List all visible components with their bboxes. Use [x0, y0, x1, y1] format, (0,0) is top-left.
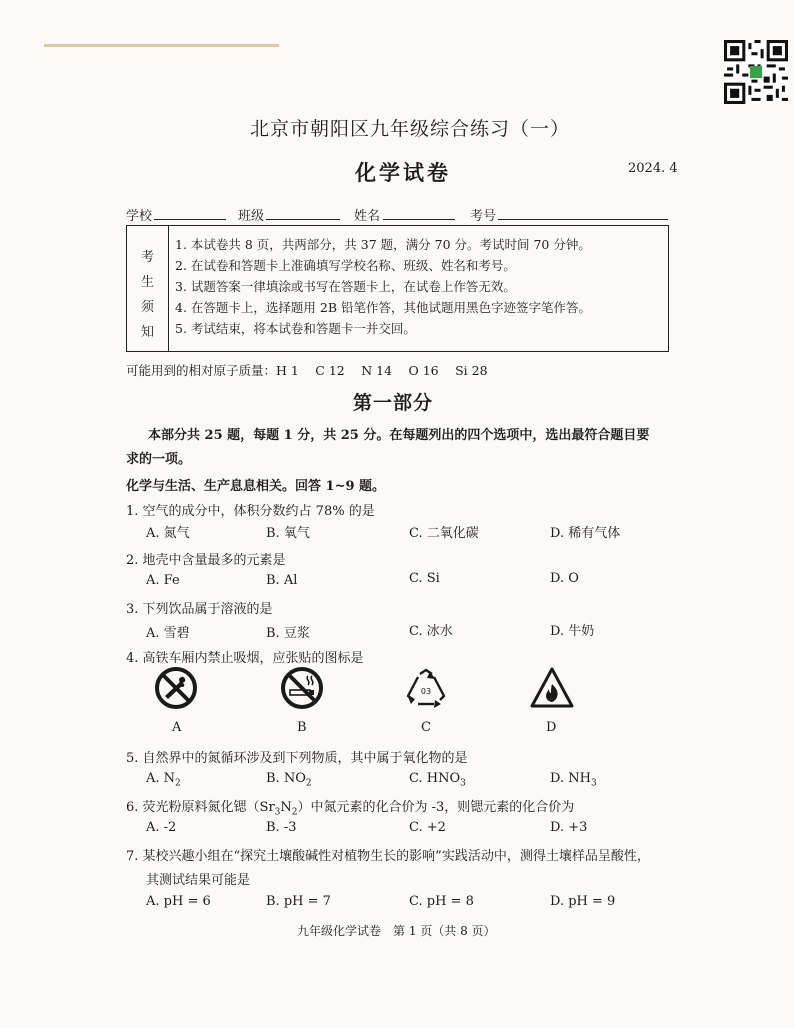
option-d[interactable]: D. +3	[550, 820, 588, 835]
option-text: D. NH	[550, 771, 591, 786]
option-d[interactable]: D. O	[550, 571, 579, 586]
qr-code-icon	[724, 40, 788, 104]
notice-item: 3. 试题答案一律填涂或书写在答题卡上，在试卷上作答无效。	[175, 279, 516, 294]
notice-item: 2. 在试卷和答题卡上准确填写学校名称、班级、姓名和考号。	[175, 258, 516, 273]
option-subscript: 2	[305, 778, 312, 789]
stem-text: ）中氮元素的化合价为 -3，则锶元素的化合价为	[297, 800, 575, 815]
notice-item: 4. 在答题卡上，选择题用 2B 铅笔作答，其他试题用黑色字迹签字笔作答。	[175, 300, 591, 315]
option-d[interactable]: D. 稀有气体	[550, 526, 621, 541]
exam-title: 北京市朝阳区九年级综合练习（一）	[250, 118, 571, 140]
option-c[interactable]: C. pH = 8	[409, 894, 474, 909]
notice-items	[175, 234, 591, 339]
notice-item: 1. 本试卷共 8 页，共两部分，共 37 题，满分 70 分。考试时间 70 分钟。	[175, 237, 591, 252]
sign-label-d[interactable]: D	[546, 720, 557, 735]
stem-text: N	[280, 800, 292, 815]
question-stem: 4. 高铁车厢内禁止吸烟，应张贴的图标是	[126, 651, 364, 666]
question-stem: 3. 下列饮品属于溶液的是	[126, 602, 273, 617]
question-stem: 7. 某校兴趣小组在“探究土壤酸碱性对植物生长的影响”实践活动中，测得土壤样品呈酸性，	[126, 849, 650, 864]
option-d[interactable]: D. 牛奶	[550, 624, 595, 639]
option-text: A. N	[146, 771, 176, 786]
question-stem: 1. 空气的成分中，体积分数约占 78% 的是	[126, 504, 375, 519]
no-smoking-cigarette-sign-icon[interactable]	[280, 666, 324, 710]
part-intro	[126, 424, 671, 472]
option-b[interactable]	[266, 771, 312, 789]
sign-label-a[interactable]: A	[172, 720, 182, 735]
school-label: 学校	[126, 209, 153, 224]
notice-label-char: 考	[141, 250, 155, 265]
option-c[interactable]: C. +2	[409, 820, 446, 835]
notice-label-char: 生	[141, 275, 155, 290]
option-subscript: 2	[175, 778, 181, 789]
option-a[interactable]: A. pH = 6	[146, 894, 211, 909]
option-a[interactable]: A. 雪碧	[146, 626, 190, 641]
class-label: 班级	[238, 209, 265, 224]
option-a[interactable]: A. -2	[146, 820, 177, 835]
flammable-warning-sign-icon[interactable]	[530, 666, 574, 710]
class-blank[interactable]	[266, 219, 340, 220]
option-text: C. HNO	[409, 771, 461, 786]
notice-box	[126, 225, 669, 352]
option-d[interactable]: D. pH = 9	[550, 894, 616, 909]
sign-label-c[interactable]: C	[421, 720, 431, 735]
option-b[interactable]: B. pH = 7	[266, 894, 331, 909]
notice-label-char: 须	[141, 300, 155, 315]
notice-item: 5. 考试结束，将本试卷和答题卡一并交回。	[175, 321, 416, 336]
sign-label-b[interactable]: B	[297, 720, 307, 735]
option-c[interactable]: C. 二氧化碳	[409, 526, 479, 541]
question-stem: 5. 自然界中的氮循环涉及到下列物质，其中属于氧化物的是	[126, 751, 468, 766]
exam-no-label: 考号	[470, 209, 497, 224]
recycle-code-label: 03	[420, 687, 432, 696]
option-a[interactable]	[146, 771, 181, 789]
notice-label	[127, 226, 169, 351]
question-stem	[126, 796, 574, 818]
option-text: B. NO	[266, 771, 306, 786]
option-c[interactable]: C. 冰水	[409, 624, 453, 639]
stem-text: 6. 荧光粉原料氮化锶（Sr	[126, 800, 275, 815]
name-label: 姓名	[354, 209, 381, 224]
school-blank[interactable]	[154, 219, 226, 220]
option-a[interactable]: A. 氮气	[146, 526, 190, 541]
stem-subscript: 3	[274, 807, 281, 818]
recycle-03-sign-icon[interactable]	[404, 666, 448, 710]
option-b[interactable]: B. -3	[266, 820, 297, 835]
option-b[interactable]: B. 豆浆	[266, 626, 310, 641]
part-intro-line: 求的一项。	[126, 452, 192, 467]
option-a[interactable]: A. Fe	[146, 573, 180, 588]
part-title: 第一部分	[353, 392, 434, 414]
option-c[interactable]	[409, 771, 466, 789]
option-subscript: 3	[460, 778, 466, 789]
notice-label-char: 知	[141, 325, 155, 340]
option-c[interactable]: C. Si	[409, 571, 440, 586]
page-footer: 九年级化学试卷 第 1 页（共 8 页）	[297, 924, 496, 938]
stem-subscript: 2	[291, 807, 298, 818]
top-rule	[44, 44, 279, 47]
exam-no-blank[interactable]	[498, 219, 668, 220]
question-stem-continued: 其测试结果可能是	[146, 873, 251, 888]
option-b[interactable]: B. 氧气	[266, 526, 310, 541]
option-b[interactable]: B. Al	[266, 573, 298, 588]
option-subscript: 3	[590, 778, 597, 789]
atomic-masses: 可能用到的相对原子质量：H 1 C 12 N 14 O 16 Si 28	[126, 363, 488, 378]
option-d[interactable]	[550, 771, 597, 789]
question-context: 化学与生活、生产息息相关。回答 1~9 题。	[126, 479, 386, 494]
no-smoking-sign-icon[interactable]	[154, 666, 198, 710]
name-blank[interactable]	[383, 219, 455, 220]
exam-subject: 化学试卷	[355, 160, 451, 185]
question-stem: 2. 地壳中含量最多的元素是	[126, 553, 286, 568]
exam-date: 2024. 4	[628, 161, 678, 176]
part-intro-line: 本部分共 25 题，每题 1 分，共 25 分。在每题列出的四个选项中，选出最符合题目要	[148, 428, 650, 443]
